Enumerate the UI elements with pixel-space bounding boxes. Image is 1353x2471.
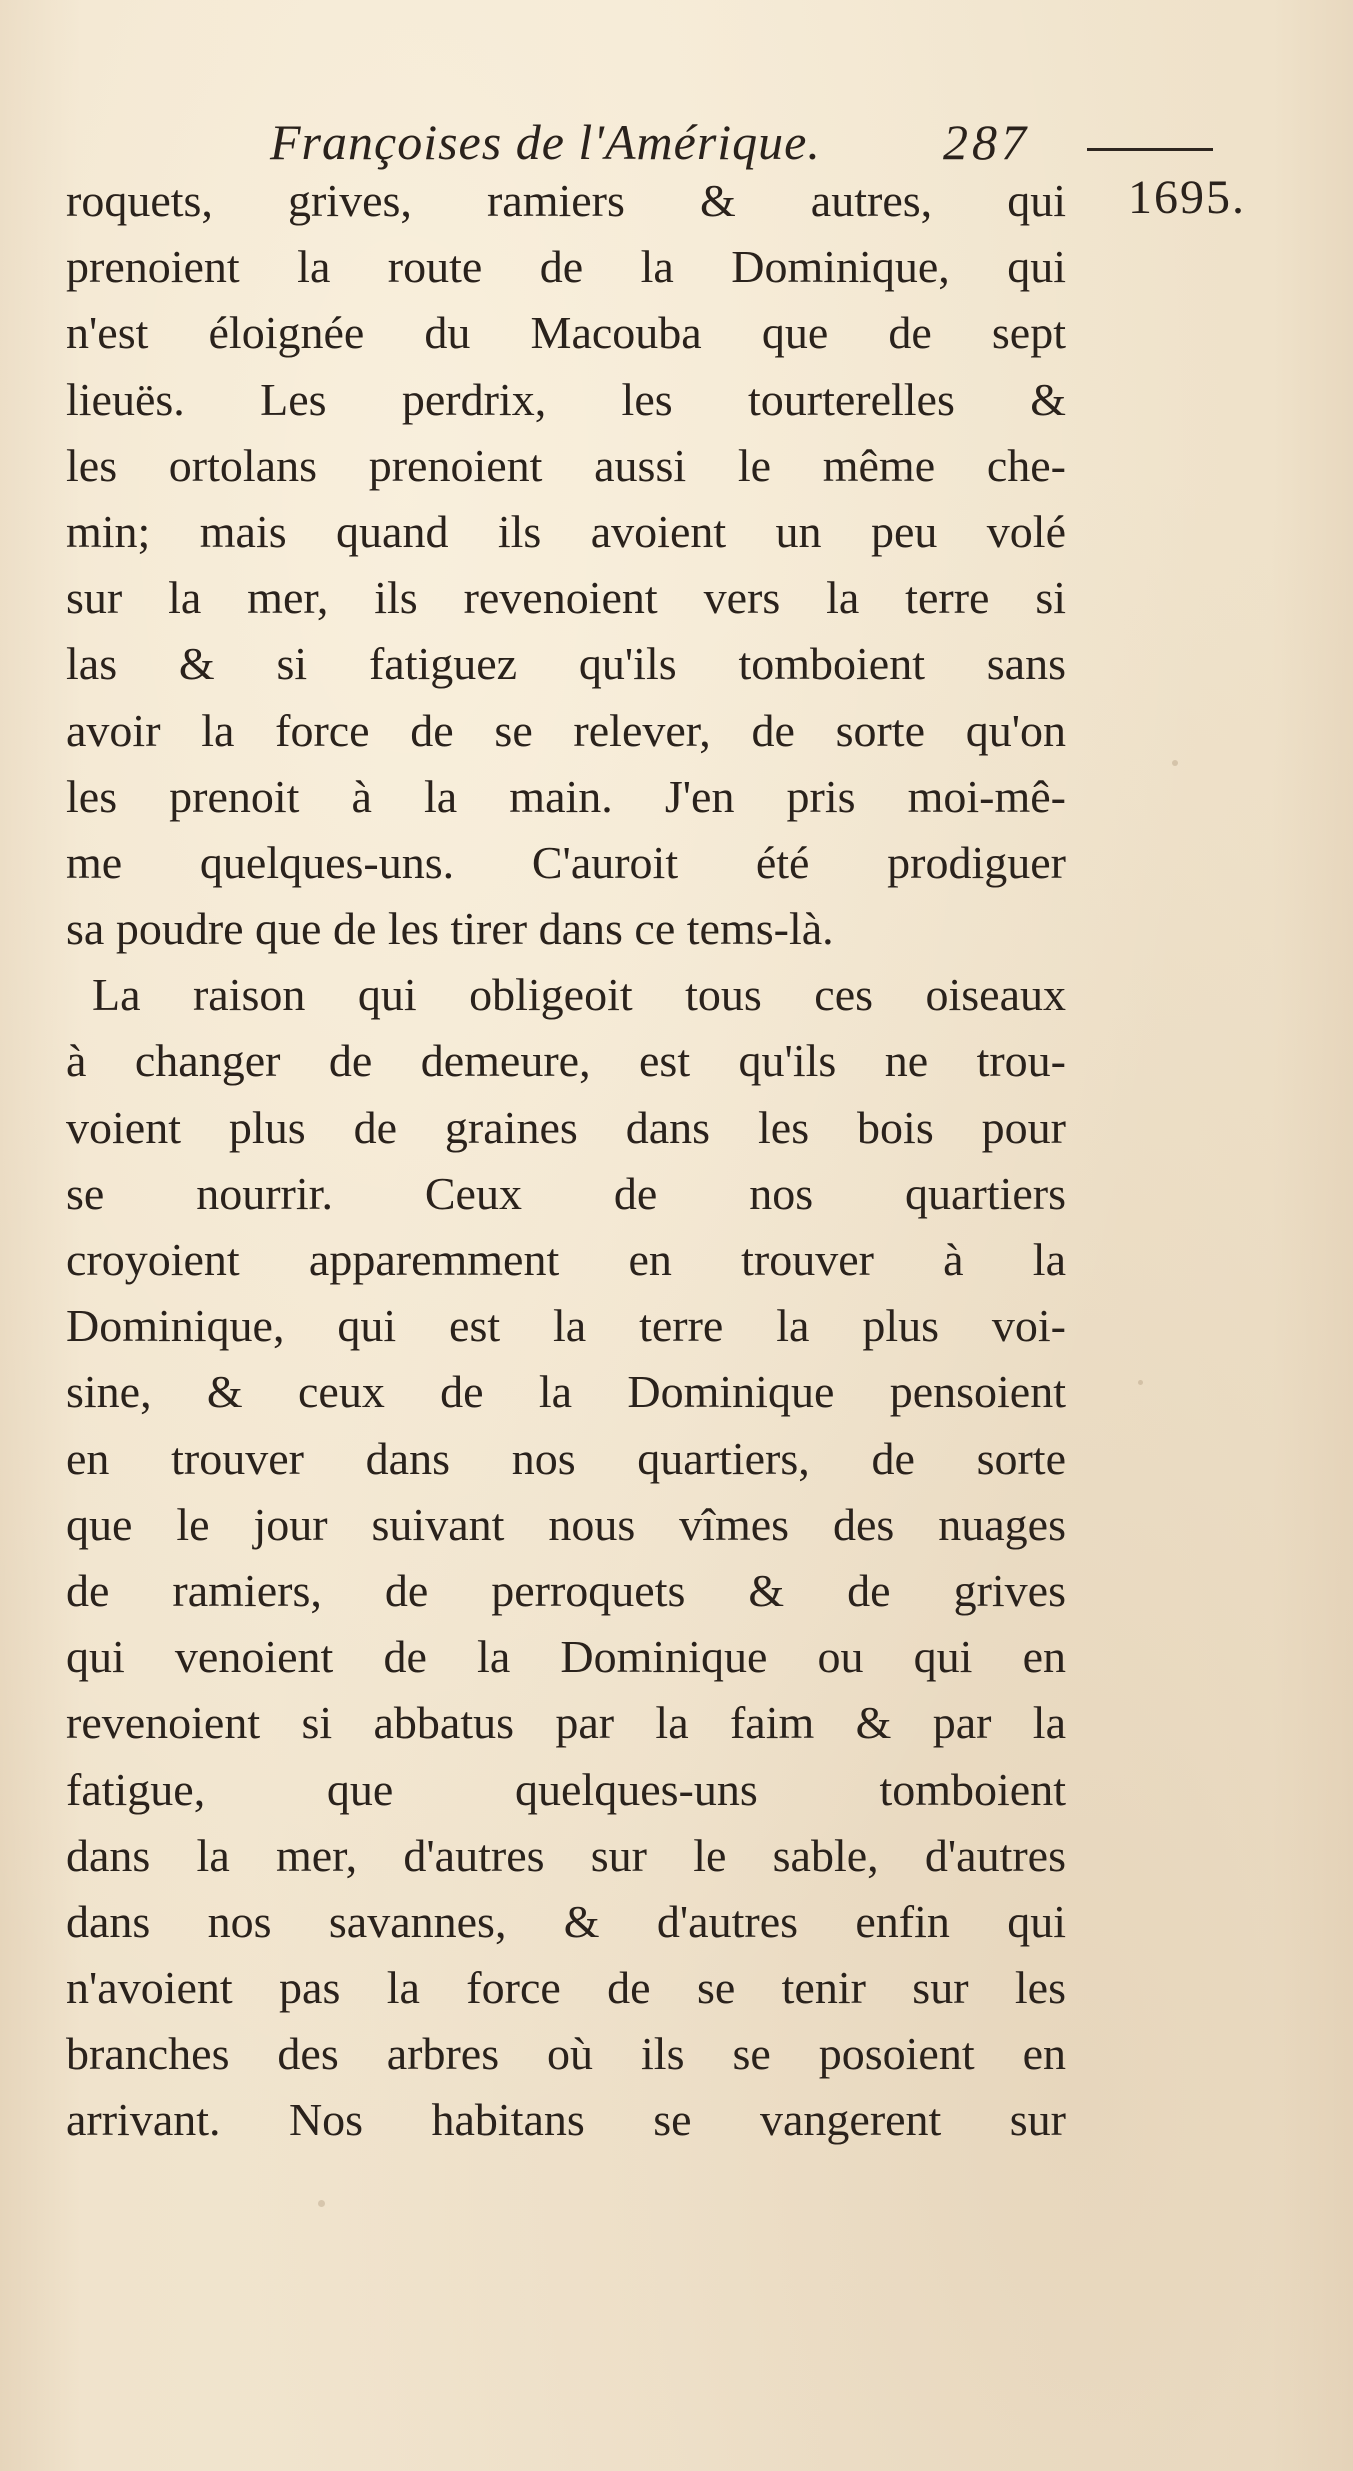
text-line: de ramiers, de perroquets & de grives <box>66 1564 1066 1616</box>
text-line: lieuës. Les perdrix, les tourterelles & <box>66 373 1066 425</box>
text-line: en trouver dans nos quartiers, de sorte <box>66 1432 1066 1484</box>
text-line: sur la mer, ils revenoient vers la terre si <box>66 572 1066 624</box>
page-header <box>270 112 1030 172</box>
text-line: las & si fatiguez qu'ils tomboient sans <box>66 638 1066 690</box>
body-text <box>66 168 1066 2154</box>
text-line: min; mais quand ils avoient un peu volé <box>66 505 1066 557</box>
text-line: La raison qui obligeoit tous ces oiseaux <box>92 969 1066 1021</box>
paper-stain <box>1172 760 1178 766</box>
text-line: dans nos savannes, & d'autres enfin qui <box>66 1895 1066 1947</box>
text-line: n'est éloignée du Macouba que de sept <box>66 307 1066 359</box>
text-line: arrivant. Nos habitans se vangerent sur <box>66 2094 1066 2146</box>
text-line: prenoient la route de la Dominique, qui <box>66 241 1066 293</box>
text-line: me quelques-uns. C'auroit été prodiguer <box>66 836 1066 888</box>
text-line: sa poudre que de les tirer dans ce tems-là. <box>66 903 834 955</box>
text-line: fatigue, que quelques-uns tomboient <box>66 1763 1066 1815</box>
text-line: dans la mer, d'autres sur le sable, d'autres <box>66 1829 1066 1881</box>
text-line: branches des arbres où ils se posoient en <box>66 2028 1066 2080</box>
paper-stain <box>1138 1380 1143 1385</box>
text-line: n'avoient pas la force de se tenir sur les <box>66 1962 1066 2014</box>
text-line: sine, & ceux de la Dominique pensoient <box>66 1366 1066 1418</box>
text-line: les prenoit à la main. J'en pris moi-mê- <box>66 770 1066 822</box>
text-line: qui venoient de la Dominique ou qui en <box>66 1631 1066 1683</box>
text-line: Dominique, qui est la terre la plus voi- <box>66 1300 1066 1352</box>
text-line: que le jour suivant nous vîmes des nuages <box>66 1498 1066 1550</box>
text-line: à changer de demeure, est qu'ils ne trou- <box>66 1035 1066 1087</box>
running-title: Françoises de l'Amérique. <box>270 114 821 170</box>
paper-stain <box>318 2200 325 2207</box>
text-line: les ortolans prenoient aussi le même che- <box>66 439 1066 491</box>
margin-year: 1695. <box>1128 171 1246 224</box>
text-line: voient plus de graines dans les bois pour <box>66 1101 1066 1153</box>
page-number: 287 <box>943 114 1030 170</box>
text-line: revenoient si abbatus par la faim & par la <box>66 1697 1066 1749</box>
text-line: roquets, grives, ramiers & autres, qui <box>66 175 1066 226</box>
header-rule <box>1087 148 1213 151</box>
text-line: avoir la force de se relever, de sorte qu'on <box>66 704 1066 756</box>
text-line: croyoient apparemment en trouver à la <box>66 1234 1066 1285</box>
text-line: se nourrir. Ceux de nos quartiers <box>66 1167 1066 1219</box>
